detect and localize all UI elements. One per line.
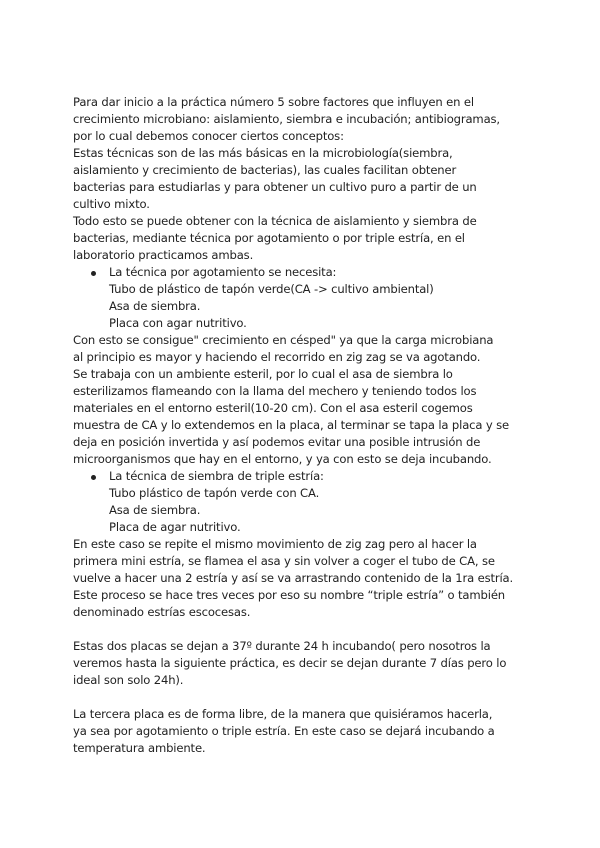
- line-text: Todo esto se puede obtener con la técnica de aislamiento y siembra de: [73, 214, 477, 228]
- line-text: Tubo plástico de tapón verde con CA.: [109, 486, 320, 500]
- text-line: [73, 434, 553, 451]
- text-line: [73, 366, 553, 383]
- line-text: Asa de siembra.: [109, 299, 201, 313]
- text-line: [73, 332, 553, 349]
- bullet-item: [73, 468, 553, 485]
- text-line: [73, 196, 553, 213]
- line-text: materiales en el entorno esteril(10-20 cm). Con el asa esteril cogemos: [73, 401, 473, 415]
- text-line: [73, 417, 553, 434]
- line-text: Se trabaja con un ambiente esteril, por lo cual el asa de siembra lo: [73, 367, 453, 381]
- list-subitem: [73, 502, 553, 519]
- list-subitem: [73, 281, 553, 298]
- line-text: microorganismos que hay en el entorno, y ya con esto se deja incubando.: [73, 452, 492, 466]
- line-text: por lo cual debemos conocer ciertos conceptos:: [73, 129, 344, 143]
- line-text: Asa de siembra.: [109, 503, 201, 517]
- line-text: muestra de CA y lo extendemos en la placa, al terminar se tapa la placa y se: [73, 418, 509, 432]
- text-line: [73, 689, 553, 706]
- line-text: crecimiento microbiano: aislamiento, siembra e incubación; antibiogramas,: [73, 112, 500, 126]
- list-subitem: [73, 315, 553, 332]
- line-text: ya sea por agotamiento o triple estría. En este caso se dejará incubando a: [73, 724, 495, 738]
- line-text: La técnica por agotamiento se necesita:: [109, 265, 337, 279]
- text-line: [73, 349, 553, 366]
- line-text: La técnica de siembra de triple estría:: [109, 469, 324, 483]
- text-line: [73, 94, 553, 111]
- text-line: [73, 400, 553, 417]
- text-line: [73, 247, 553, 264]
- line-text: vuelve a hacer una 2 estría y así se va arrastrando contenido de la 1ra estría.: [73, 571, 514, 585]
- text-line: [73, 179, 553, 196]
- line-text: bacterias, mediante técnica por agotamiento o por triple estría, en el: [73, 231, 465, 245]
- text-line: [73, 570, 553, 587]
- bullet-item: [73, 264, 553, 281]
- line-text: Estas dos placas se dejan a 37º durante 24 h incubando( pero nosotros la: [73, 639, 491, 653]
- line-text: veremos hasta la siguiente práctica, es decir se dejan durante 7 días pero lo: [73, 656, 507, 670]
- text-line: [73, 553, 553, 570]
- text-line: [73, 604, 553, 621]
- line-text: bacterias para estudiarlas y para obtener un cultivo puro a partir de un: [73, 180, 477, 194]
- line-text: La tercera placa es de forma libre, de la manera que quisiéramos hacerla,: [73, 707, 493, 721]
- text-line: [73, 672, 553, 689]
- line-text: cultivo mixto.: [73, 197, 150, 211]
- line-text: temperatura ambiente.: [73, 741, 206, 755]
- line-text: ideal son solo 24h).: [73, 673, 184, 687]
- line-text: esterilizamos flameando con la llama del mechero y teniendo todos los: [73, 384, 477, 398]
- text-line: [73, 536, 553, 553]
- line-text: Placa con agar nutritivo.: [109, 316, 247, 330]
- line-text: Este proceso se hace tres veces por eso su nombre “triple estría” o también: [73, 588, 505, 602]
- line-text: laboratorio practicamos ambas.: [73, 248, 254, 262]
- text-line: [73, 587, 553, 604]
- text-line: [73, 230, 553, 247]
- list-subitem: [73, 298, 553, 315]
- line-text: deja en posición invertida y así podemos evitar una posible intrusión de: [73, 435, 481, 449]
- text-line: [73, 162, 553, 179]
- list-subitem: [73, 485, 553, 502]
- text-line: [73, 213, 553, 230]
- text-line: [73, 383, 553, 400]
- text-line: [73, 723, 553, 740]
- line-text: Para dar inicio a la práctica número 5 sobre factores que influyen en el: [73, 95, 474, 109]
- text-line: [73, 145, 553, 162]
- line-text: primera mini estría, se flamea el asa y sin volver a coger el tubo de CA, se: [73, 554, 495, 568]
- line-text: aislamiento y crecimiento de bacterias), las cuales facilitan obtener: [73, 163, 457, 177]
- text-line: [73, 451, 553, 468]
- text-line: [73, 621, 553, 638]
- text-line: [73, 111, 553, 128]
- text-line: [73, 706, 553, 723]
- text-line: [73, 128, 553, 145]
- line-text: Tubo de plástico de tapón verde(CA -> cultivo ambiental): [109, 282, 434, 296]
- line-text: En este caso se repite el mismo movimiento de zig zag pero al hacer la: [73, 537, 477, 551]
- text-line: [73, 638, 553, 655]
- line-text: al principio es mayor y haciendo el recorrido en zig zag se va agotando.: [73, 350, 481, 364]
- line-text: denominado estrías escocesas.: [73, 605, 251, 619]
- line-text: Placa de agar nutritivo.: [109, 520, 241, 534]
- line-text: Estas técnicas son de las más básicas en la microbiología(siembra,: [73, 146, 453, 160]
- document-page: [73, 94, 553, 757]
- list-subitem: [73, 519, 553, 536]
- text-line: [73, 740, 553, 757]
- text-line: [73, 655, 553, 672]
- line-text: Con esto se consigue" crecimiento en césped" ya que la carga microbiana: [73, 333, 494, 347]
